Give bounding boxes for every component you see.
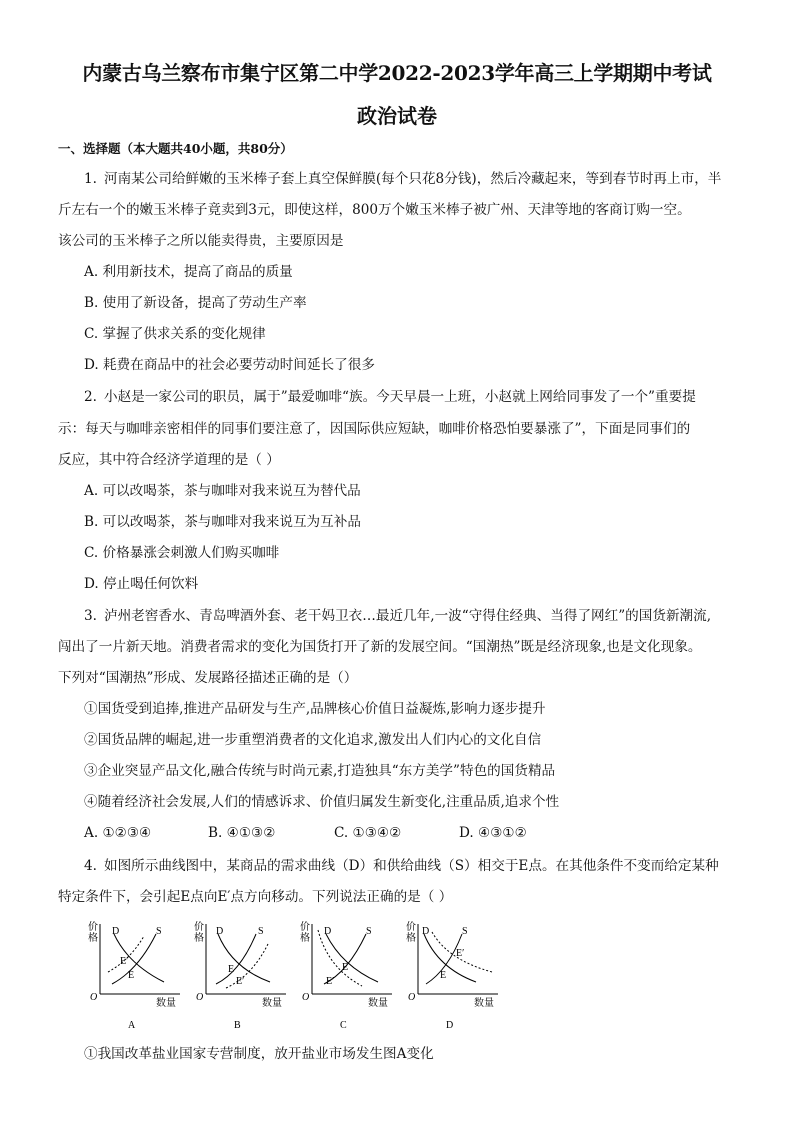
question-1-line-1: 1. 河南某公司给鲜嫩的玉米棒子套上真空保鲜膜(每个只花8分钱)，然后冷藏起来，等到春节时再上市，半 [84,171,722,187]
demand-label: D [112,926,120,937]
new-equilibrium-label: E′ [326,976,335,987]
question-3-line-1: 3. 泸州老窖香水、青岛啤酒外套、老干妈卫衣…最近几年,一波“守得住经典、当得了网红”的国货新潮流, [84,608,712,624]
question-3-number: 3. [84,608,97,624]
question-3-options [84,824,527,842]
quantity-axis-label: 数量 [474,998,494,1009]
origin-label: O [196,992,204,1003]
paper-subtitle: 政治试卷 [357,104,437,128]
price-axis-label-1: 价 [300,922,310,933]
figure-a [88,920,180,1031]
question-2-line-3: 反应，其中符合经济学道理的是（ ） [58,452,280,468]
demand-label: D [324,926,332,937]
panel-a-label: A [128,1020,136,1031]
figure-c [300,920,392,1031]
question-4-line-1: 4. 如图所示曲线图中，某商品的需求曲线（D）和供给曲线（S）相交于E点。在其他条件不变而给定某种 [84,858,719,874]
quantity-axis-label: 数量 [156,998,176,1009]
section-heading: 一、选择题（本大题共40小题，共80分） [58,141,293,156]
question-2-line-1: 2. 小赵是一家公司的职员，属于”最爱咖啡“族。今天早晨一上班，小赵就上网给同事发了一个”重要提 [84,389,696,405]
supply-label: S [258,926,264,937]
figure-d [406,920,498,1031]
price-axis-label-2: 格 [88,933,98,944]
price-axis-label-2: 格 [300,933,310,944]
question-2-option-a: A. 可以改喝茶，茶与咖啡对我来说互为替代品 [84,483,361,499]
paper-title: 内蒙古乌兰察布市集宁区第二中学2022-2023学年高三上学期期中考试 [82,61,712,85]
origin-label: O [90,992,98,1003]
question-1-line-2: 斤左右一个的嫩玉米棒子竟卖到3元，即使这样，800万个嫩玉米棒子被广州、天津等地的客商订购一空。 [58,202,691,218]
question-3-line-3: 下列对“国潮热”形成、发展路径描述正确的是（） [58,670,358,686]
equilibrium-label: E [440,970,447,981]
question-4-number: 4. [84,858,97,874]
question-2-option-d: D. 停止喝任何饮料 [84,576,199,592]
question-3-option-c: C. ①③④② [334,825,402,841]
question-3-option-b: B. ④①③② [208,825,276,841]
question-2-option-b: B. 可以改喝茶，茶与咖啡对我来说互为互补品 [84,514,361,530]
demand-label: D [422,926,430,937]
question-2-line-2: 示：每天与咖啡亲密相伴的同事们要注意了，因国际供应短缺，咖啡价格恐怕要暴涨了”，下面是同事们的 [58,421,691,437]
question-3-option-a: A. ①②③④ [84,825,152,841]
question-1-number: 1. [84,171,97,187]
quantity-axis-label: 数量 [368,998,388,1009]
question-1-option-b: B. 使用了新设备，提高了劳动生产率 [84,295,307,311]
supply-label: S [156,926,162,937]
supply-label: S [366,926,372,937]
question-1-line-3: 该公司的玉米棒子之所以能卖得贵，主要原因是 [58,233,344,249]
question-1-option-d: D. 耗费在商品中的社会必要劳动时间延长了很多 [84,357,375,373]
panel-b-label: B [234,1020,241,1031]
question-4-line-2: 特定条件下，会引起E点向E′点方向移动。下列说法正确的是（ ） [58,889,453,905]
question-1-option-c: C. 掌握了供求关系的变化规律 [84,326,266,342]
panel-d-label: D [446,1020,454,1031]
price-axis-label-1: 价 [406,922,416,933]
shifted-demand-curve [318,930,362,986]
question-4-statement-1: ①我国改革盐业国家专营制度，放开盐业市场发生图A变化 [84,1046,434,1062]
price-axis-label-1: 价 [194,922,204,933]
question-1-option-a: A. 利用新技术，提高了商品的质量 [84,264,293,280]
price-axis-label-2: 格 [194,933,204,944]
supply-demand-figures [84,920,504,1032]
supply-label: S [462,926,468,937]
origin-label: O [302,992,310,1003]
quantity-axis-label: 数量 [262,998,282,1009]
question-2-number: 2. [84,389,97,405]
panel-c-label: C [340,1020,347,1031]
question-3-item-1: ①国货受到追捧,推进产品研发与生产,品牌核心价值日益凝炼,影响力逐步提升 [84,701,546,717]
question-3-line-2: 闯出了一片新天地。消费者需求的变化为国货打开了新的发展空间。“国潮热”既是经济现象,也是文化现象。 [58,639,702,655]
question-3-item-4: ④随着经济社会发展,人们的情感诉求、价值归属发生新变化,注重品质,追求个性 [84,794,560,810]
figure-b [194,920,286,1031]
new-equilibrium-label: E′ [120,956,129,967]
question-3-option-d: D. ④③①② [459,825,527,841]
equilibrium-label: E [128,970,135,981]
question-3-item-3: ③企业突显产品文化,融合传统与时尚元素,打造独具“东方美学”特色的国货精品 [84,763,556,779]
price-axis-label-1: 价 [88,922,98,933]
origin-label: O [408,992,416,1003]
new-equilibrium-label: E′ [236,976,245,987]
question-2-option-c: C. 价格暴涨会刺激人们购买咖啡 [84,545,280,561]
equilibrium-label: E [228,964,235,975]
new-equilibrium-label: E′ [456,948,465,959]
price-axis-label-2: 格 [406,933,416,944]
demand-label: D [216,926,224,937]
question-3-item-2: ②国货品牌的崛起,进一步重塑消费者的文化追求,激发出人们内心的文化自信 [84,732,542,748]
equilibrium-label: E [342,962,349,973]
